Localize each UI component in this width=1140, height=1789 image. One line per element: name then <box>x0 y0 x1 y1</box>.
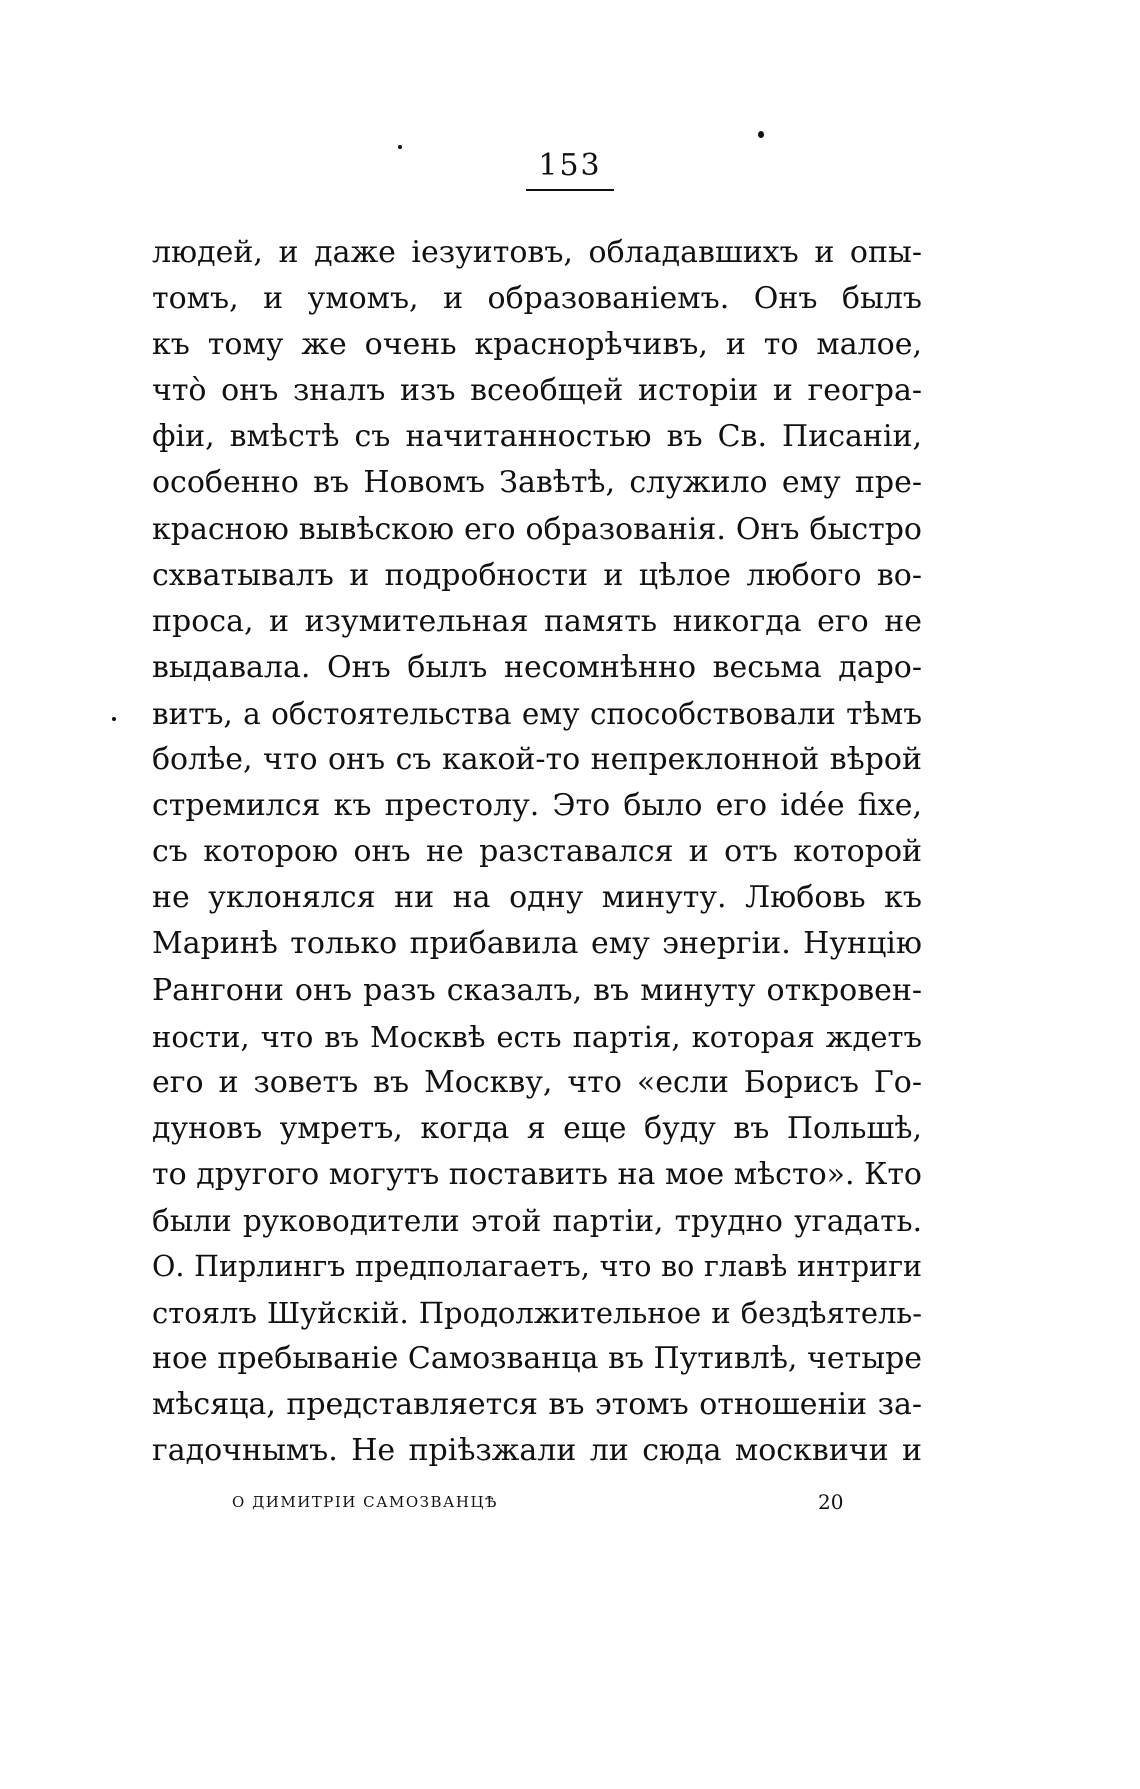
text-line: витъ, а обстоятельства ему способствовали тѣмъ <box>152 696 922 731</box>
signature-mark: О ДИМИТРIИ САМОЗВАНЦѢ <box>232 1493 498 1511</box>
body-text <box>152 230 922 1475</box>
text-line: къ тому же очень краснорѣчивъ, и то малое, <box>152 327 922 363</box>
text-line: выдавала. Онъ былъ несомнѣнно весьма даро- <box>152 649 922 685</box>
text-line: не уклонялся ни на одну минуту. Любовь къ <box>152 880 922 916</box>
text-line: томъ, и умомъ, и образованiемъ. Онъ былъ <box>152 281 922 317</box>
text-line: гадочнымъ. Не прiѣзжали ли сюда москвичи и <box>152 1433 922 1469</box>
text-line: схватывалъ и подробности и цѣлое любого во- <box>152 557 922 593</box>
text-line: стоялъ Шуйскiй. Продолжительное и бездѣятель- <box>152 1296 922 1331</box>
text-line: то другого могутъ поставить на мое мѣсто». Кто <box>152 1156 922 1192</box>
text-line: проса, и изумительная память никогда его не <box>152 603 922 639</box>
text-line: ности, что въ Москвѣ есть партiя, которая ждетъ <box>152 1019 922 1054</box>
text-line: особенно въ Новомъ Завѣтѣ, служило ему пре- <box>152 465 922 501</box>
ink-speck <box>112 717 116 721</box>
text-line: красною вывѣскою его образованiя. Онъ быстро <box>152 511 922 547</box>
text-line: Рангони онъ разъ сказалъ, въ минуту откровен- <box>152 972 922 1008</box>
text-line: были руководители этой партiи, трудно угадать. <box>152 1203 922 1238</box>
page-number: 153 <box>526 148 613 191</box>
page-header <box>0 148 1140 191</box>
text-line: О. Пирлингъ предполагаетъ, что во главѣ интриги <box>152 1250 922 1284</box>
text-line: мѣсяца, представляется въ этомъ отношенiи за- <box>152 1387 922 1423</box>
text-line: людей, и даже iезуитовъ, обладавшихъ и опы- <box>152 235 922 270</box>
text-line: Маринѣ только прибавила ему энергiи. Нунцiю <box>152 926 922 962</box>
text-line: съ которою онъ не разставался и отъ которой <box>152 834 922 870</box>
text-line: болѣе, что онъ съ какой-то непреклонной вѣрой <box>152 742 922 778</box>
text-line: фiи, вмѣстѣ съ начитанностью въ Св. Писанiи, <box>152 419 922 455</box>
page-footer <box>0 1487 1140 1517</box>
sheet-number: 20 <box>818 1490 844 1514</box>
text-line: что̀ онъ зналъ изъ всеобщей исторiи и геогра- <box>152 373 922 409</box>
text-line: дуновъ умретъ, когда я еще буду въ Польшѣ, <box>152 1110 922 1146</box>
text-line: стремился къ престолу. Это было его idée fixe, <box>152 788 922 824</box>
text-line: ное пребыванiе Самозванца въ Путивлѣ, четыре <box>152 1341 923 1377</box>
text-line: его и зоветъ въ Москву, что «если Борисъ Го- <box>152 1064 922 1100</box>
ink-speck <box>758 131 764 138</box>
